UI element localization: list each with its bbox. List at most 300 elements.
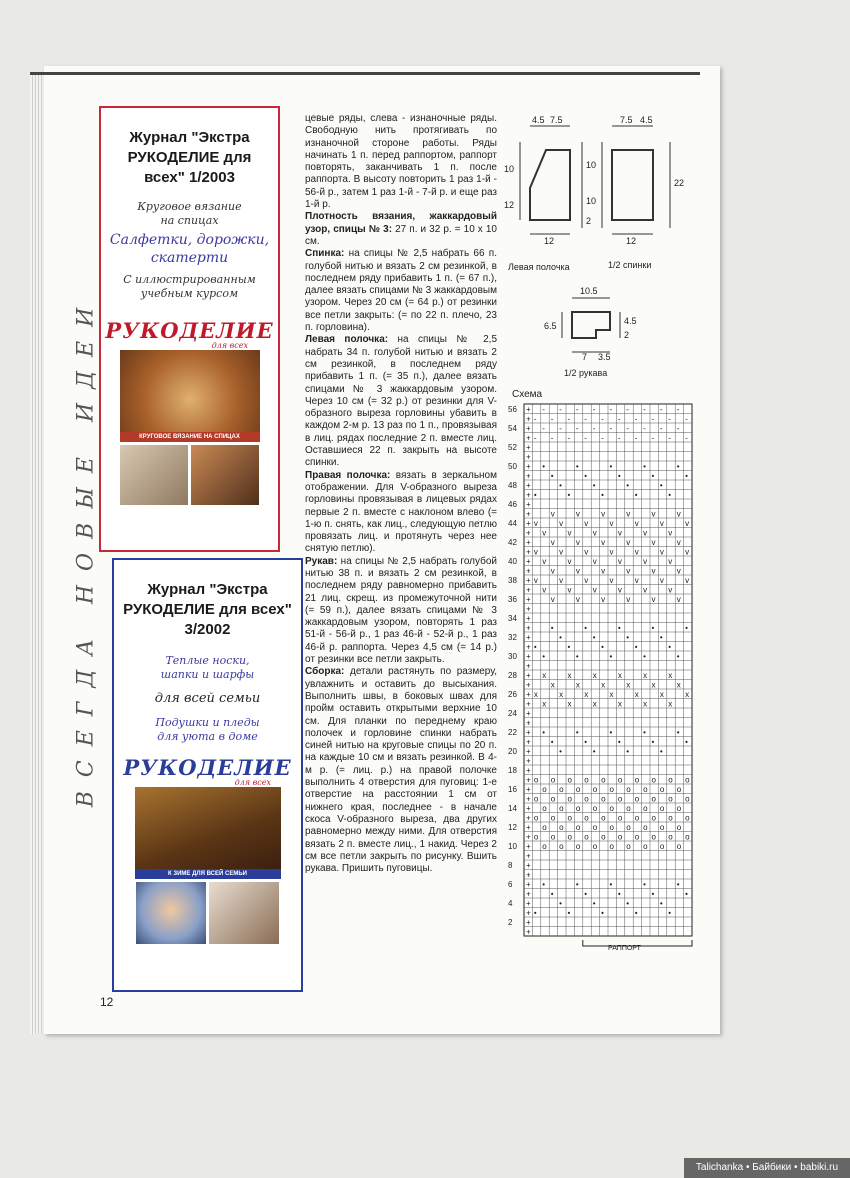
chart-symbol: + xyxy=(526,595,531,605)
front-piece-label: Левая полочка xyxy=(508,262,570,272)
chart-symbol: v xyxy=(668,556,673,566)
chart-symbol: v xyxy=(609,518,614,528)
chart-symbol: o xyxy=(643,841,648,851)
chart-symbol: o xyxy=(567,775,572,785)
chart-symbol: • xyxy=(685,889,688,899)
chart-symbol: v xyxy=(601,509,606,519)
chart-symbol: v xyxy=(559,518,564,528)
chart-symbol: o xyxy=(643,784,648,794)
row-number: 28 xyxy=(508,671,517,681)
chart-symbol: o xyxy=(685,832,690,842)
ad-2-line3: для всей семьи xyxy=(154,691,261,706)
chart-symbol: v xyxy=(542,528,547,538)
chart-symbol: - xyxy=(651,433,655,443)
chart-symbol: • xyxy=(550,471,554,481)
chart-symbol: x xyxy=(617,699,622,709)
chart-symbol: - xyxy=(601,433,604,443)
chart-symbol: v xyxy=(584,575,589,585)
chart-symbol: + xyxy=(526,414,531,424)
chart-symbol: • xyxy=(609,461,613,471)
paragraph xyxy=(305,248,497,334)
dim-label: 4.5 xyxy=(624,316,637,326)
chart-symbol: • xyxy=(575,651,579,661)
chart-symbol: x xyxy=(592,670,597,680)
row-number: 10 xyxy=(508,842,517,852)
chart-symbol: - xyxy=(542,404,545,414)
row-number: 2 xyxy=(508,918,513,928)
dim-label: 7.5 xyxy=(620,115,633,125)
chart-symbol: o xyxy=(643,803,648,813)
chart-symbol: o xyxy=(592,841,598,851)
page-top-edge xyxy=(30,72,700,75)
chart-symbol: • xyxy=(584,471,588,481)
chart-symbol: • xyxy=(567,908,571,918)
chart-symbol: v xyxy=(575,537,580,547)
chart-symbol: v xyxy=(668,528,673,538)
ad-2-logo-sub: для всех xyxy=(234,778,271,787)
chart-symbol: + xyxy=(526,747,531,757)
chart-symbol: x xyxy=(668,670,673,680)
row-number: 18 xyxy=(508,766,517,776)
row-number: 50 xyxy=(508,462,517,472)
chart-symbol: x xyxy=(601,680,606,690)
chart-symbol: v xyxy=(676,509,681,519)
row-number: 44 xyxy=(508,519,517,529)
chart-symbol: v xyxy=(617,585,622,595)
chart-symbol: o xyxy=(601,813,606,823)
instructions-text xyxy=(305,113,497,875)
chart-symbol: + xyxy=(526,709,531,719)
ad-1-line6: учебным курсом xyxy=(140,287,239,300)
chart-symbol: v xyxy=(592,556,597,566)
chart-symbol: + xyxy=(526,661,531,671)
paragraph-heading: Левая полочка: xyxy=(305,334,389,346)
chart-symbol: o xyxy=(567,794,572,804)
chart-symbol: o xyxy=(651,813,656,823)
chart-symbol: - xyxy=(659,404,663,414)
chart-symbol: x xyxy=(533,689,538,699)
chart-symbol: • xyxy=(609,879,613,889)
chart-symbol: v xyxy=(559,547,564,557)
row-number: 22 xyxy=(508,728,517,738)
chart-symbol: + xyxy=(526,500,531,510)
chart-symbol: • xyxy=(643,651,646,661)
chart-symbol: + xyxy=(526,851,531,861)
chart-symbol: + xyxy=(526,927,531,937)
chart-symbol: o xyxy=(634,832,640,842)
chart-symbol: v xyxy=(668,585,673,595)
ad-1-line4: скатерти xyxy=(150,250,229,266)
chart-symbol: - xyxy=(676,423,680,433)
ad-1-cover xyxy=(120,350,260,505)
chart-symbol: o xyxy=(651,794,656,804)
chart-symbol: • xyxy=(584,737,588,747)
chart-symbol: • xyxy=(533,908,537,918)
chart-symbol: - xyxy=(685,433,688,443)
chart-symbol: - xyxy=(592,404,596,414)
chart-symbol: v xyxy=(651,537,656,547)
chart-symbol: o xyxy=(584,794,589,804)
chart-symbol: + xyxy=(526,490,531,500)
chart-symbol: - xyxy=(659,423,663,433)
chart-symbol: o xyxy=(676,803,682,813)
chart-symbol: • xyxy=(643,879,646,889)
chart-symbol: v xyxy=(584,518,589,528)
ad-2-line4: Подушки и пледы xyxy=(155,716,260,729)
chart-symbol: v xyxy=(542,556,547,566)
chart-symbol: v xyxy=(651,566,656,576)
chart-symbol: v xyxy=(651,509,656,519)
row-number: 14 xyxy=(508,804,517,814)
chart-symbol: • xyxy=(575,879,579,889)
chart-symbol: + xyxy=(526,832,531,842)
chart-symbol: o xyxy=(676,784,682,794)
chart-symbol: o xyxy=(659,841,665,851)
chart-symbol: + xyxy=(526,519,531,529)
chart-symbol: + xyxy=(526,680,531,690)
side-title-text: ВСЕГДА НОВЫЕ ИДЕИ xyxy=(73,293,99,807)
chart-symbol: + xyxy=(526,481,531,491)
chart-symbol: x xyxy=(643,670,648,680)
chart-symbol: o xyxy=(592,803,598,813)
chart-symbol: v xyxy=(685,518,690,528)
chart-symbol: o xyxy=(651,832,656,842)
chart-symbol: v xyxy=(626,509,631,519)
dim-label: 7.5 xyxy=(550,115,563,125)
paragraph-body: детали растянуть по размеру, увлажнить и оставить до высыхания. Выполнить швы, в боковых швах для пройм оставить открытыми верхние 10 см. Для планки по переднему краю полочек и горловине спинки набрать синей нитью на круговые спицы по 20 п. на каждые 10 см и вязать резинкой. В 4-м р. (= лиц. р.) на правой полочке выполнить 4 отверстия для пуговиц: 1-е отверстие на расстоянии 1 см от нижнего края, последнее - в начале скоса V-образного выреза, два других равномерно между ними. Для отверстия вязать 2 п. вместе лиц., 1 накид. Через 2 см все петли закрыть по рисунку. Вшить рукава. Пришить пуговицы. xyxy=(305,666,497,875)
chart-symbol: + xyxy=(526,576,531,586)
chart-symbol: - xyxy=(609,404,613,414)
chart-symbol: + xyxy=(526,718,531,728)
ad-2-line5: для уюта в доме xyxy=(157,730,258,743)
chart-symbol: • xyxy=(617,471,621,481)
back-piece-label: 1/2 спинки xyxy=(608,260,652,270)
chart-symbol: x xyxy=(592,699,597,709)
chart-symbol: - xyxy=(533,414,537,424)
chart-symbol: o xyxy=(634,794,640,804)
chart-symbol: • xyxy=(659,746,663,756)
cover-photo xyxy=(135,787,281,869)
chart-symbol: + xyxy=(526,424,531,434)
paragraph-body: на спицы № 2,5 набрать 66 п. голубой нитью и вязать 2 см резинкой, в последнем ряду прибавить 1 п. (= 67 п.), далее вязать спицами № 3 жаккардовым узором. Через 20 см (= 64 р.) от резинки все петли закрыть: (= по 22 п. плечо, 23 п. горловина). xyxy=(305,248,497,334)
chart-symbol: o xyxy=(659,803,665,813)
dim-label: 4.5 xyxy=(532,115,545,125)
cover-thumb xyxy=(209,882,279,944)
chart-symbol: + xyxy=(526,405,531,415)
chart-symbol: + xyxy=(526,642,531,652)
paragraph-body: на спицы № 2,5 набрать голубой нитью 38 п. и вязать 2 см резинкой, в последнем ряду равномерно прибавить 21 лиц. скрещ. из промежуточной нити (= 59 п.), далее вязать спицами № 3 жаккардовым узором, повторять 1 раз 51-й - 56-й р., 1 раз 46-й - 52-й р., 1 раз 46-й р. раппорта. Через 4,5 см (= 14 р.) от резинки все петли закрыть. xyxy=(305,555,497,666)
chart-symbol: v xyxy=(592,585,597,595)
chart-symbol: v xyxy=(676,537,681,547)
row-number: 40 xyxy=(508,557,517,567)
row-number: 52 xyxy=(508,443,517,453)
chart-symbol: - xyxy=(634,433,638,443)
ad-1-title: Журнал "Экстра РУКОДЕЛИЕ для всех" 1/2003 xyxy=(127,129,252,186)
chart-symbol: • xyxy=(559,746,562,756)
chart-symbol: + xyxy=(526,433,531,443)
chart-symbol: - xyxy=(584,433,587,443)
chart-symbol: v xyxy=(533,575,538,585)
chart-symbol: • xyxy=(643,461,646,471)
chart-symbol: x xyxy=(634,689,639,699)
chart-symbol: o xyxy=(617,832,623,842)
chart-symbol: o xyxy=(668,794,673,804)
chart-symbol: o xyxy=(533,775,539,785)
row-number: 6 xyxy=(508,880,513,890)
chart-symbol: + xyxy=(526,861,531,871)
row-number: 30 xyxy=(508,652,517,662)
magazine-ad-2 xyxy=(112,558,303,992)
dim-label: 12 xyxy=(504,200,515,210)
chart-symbol: v xyxy=(643,585,648,595)
dim-label: 2 xyxy=(624,330,630,340)
chart-symbol: • xyxy=(617,889,621,899)
repeat-label: РАППОРТ xyxy=(608,945,641,952)
chart-symbol: + xyxy=(526,699,531,709)
chart-symbol: o xyxy=(668,832,673,842)
chart-symbol: + xyxy=(526,566,531,576)
chart-symbol: • xyxy=(584,623,588,633)
chart-symbol: + xyxy=(526,652,531,662)
chart-symbol: o xyxy=(609,841,614,851)
chart-symbol: o xyxy=(617,794,623,804)
chart-symbol: • xyxy=(634,642,638,652)
chart-symbol: o xyxy=(685,813,690,823)
chart-symbol: + xyxy=(526,623,531,633)
chart-symbol: • xyxy=(550,889,554,899)
chart-symbol: x xyxy=(617,670,622,680)
chart-symbol: • xyxy=(659,898,663,908)
chart-symbol: - xyxy=(567,433,571,443)
paragraph-heading: Рукав: xyxy=(305,555,338,567)
chart-symbol: v xyxy=(567,556,572,566)
chart-symbol: - xyxy=(550,433,554,443)
chart-symbol: v xyxy=(609,547,614,557)
chart-symbol: - xyxy=(634,414,638,424)
chart-symbol: o xyxy=(567,813,572,823)
chart-symbol: • xyxy=(634,908,638,918)
chart-symbol: v xyxy=(559,575,564,585)
chart-symbol: v xyxy=(550,509,555,519)
chart-symbol: v xyxy=(651,594,656,604)
dim-label: 10 xyxy=(586,160,597,170)
chart-symbol: - xyxy=(676,404,680,414)
dim-label: 22 xyxy=(674,178,685,188)
chart-symbol: - xyxy=(609,423,613,433)
chart-symbol: + xyxy=(526,785,531,795)
chart-symbol: o xyxy=(533,813,539,823)
row-number: 48 xyxy=(508,481,517,491)
chart-symbol: + xyxy=(526,918,531,928)
chart-symbol: o xyxy=(550,794,556,804)
ad-2-line1: Теплые носки, xyxy=(165,654,250,667)
chart-symbol: v xyxy=(601,537,606,547)
row-number: 54 xyxy=(508,424,517,434)
chart-symbol: o xyxy=(592,822,598,832)
paragraph xyxy=(305,470,497,556)
chart-symbol: • xyxy=(533,642,537,652)
chart-symbol: v xyxy=(550,594,555,604)
chart-symbol: • xyxy=(542,651,546,661)
chart-symbol: v xyxy=(533,518,538,528)
cover-band: К ЗИМЕ ДЛЯ ВСЕЙ СЕМЬИ xyxy=(135,869,281,879)
chart-symbol: o xyxy=(559,841,564,851)
chart-symbol: • xyxy=(601,642,604,652)
chart-symbol: o xyxy=(601,794,606,804)
chart-symbol: o xyxy=(550,813,556,823)
chart-symbol: o xyxy=(609,803,614,813)
chart-symbol: + xyxy=(526,462,531,472)
paragraph-body: 27 п. и 32 р. = 10 х 10 см. xyxy=(305,223,497,247)
chart-symbol: • xyxy=(559,632,562,642)
chart-symbol: - xyxy=(626,404,629,414)
chart-symbol: + xyxy=(526,766,531,776)
chart-symbol: v xyxy=(575,566,580,576)
chart-symbol: + xyxy=(526,813,531,823)
chart-symbol: + xyxy=(526,614,531,624)
chart-symbol: o xyxy=(676,822,682,832)
row-number: 34 xyxy=(508,614,517,624)
dim-label: 2 xyxy=(586,216,592,226)
row-number: 26 xyxy=(508,690,517,700)
chart-title: Схема xyxy=(512,389,543,400)
chart-symbol: o xyxy=(609,822,614,832)
sleeve-piece-label: 1/2 рукава xyxy=(564,368,608,378)
row-number: 38 xyxy=(508,576,517,586)
chart-symbol: o xyxy=(533,832,539,842)
chart-symbol: • xyxy=(659,480,663,490)
chart-symbol: • xyxy=(609,727,613,737)
chart-symbol: x xyxy=(643,699,648,709)
chart-symbol: o xyxy=(550,832,556,842)
chart-symbol: o xyxy=(601,775,606,785)
paragraph xyxy=(305,334,497,469)
chart-symbol: v xyxy=(542,585,547,595)
front-piece-outline xyxy=(530,150,570,220)
ad-1-line3: Салфетки, дорожки, xyxy=(109,232,270,248)
dim-label: 12 xyxy=(544,236,555,246)
row-number: 36 xyxy=(508,595,517,605)
chart-symbol: x xyxy=(542,699,547,709)
chart-symbol: o xyxy=(559,784,564,794)
pattern-pieces xyxy=(498,112,713,387)
chart-symbol: v xyxy=(676,566,681,576)
chart-symbol: o xyxy=(567,832,572,842)
row-number: 8 xyxy=(508,861,513,871)
chart-symbol: - xyxy=(567,414,571,424)
chart-symbol: + xyxy=(526,880,531,890)
chart-symbol: • xyxy=(592,898,596,908)
chart-symbol: v xyxy=(550,537,555,547)
chart-symbol: v xyxy=(533,547,538,557)
chart-symbol: - xyxy=(617,433,621,443)
chart-symbol: o xyxy=(626,784,631,794)
row-number: 32 xyxy=(508,633,517,643)
chart-symbol: + xyxy=(526,756,531,766)
chart-symbol: x xyxy=(575,680,580,690)
chart-symbol: v xyxy=(676,594,681,604)
ad-1-logo-sub: для всех xyxy=(211,341,248,350)
chart-symbol: v xyxy=(601,594,606,604)
chart-symbol: o xyxy=(575,841,581,851)
chart-symbol: - xyxy=(668,433,671,443)
dim-label: 3.5 xyxy=(598,352,611,362)
chart-symbol: + xyxy=(526,547,531,557)
chart-symbol: • xyxy=(685,623,688,633)
chart-symbol: + xyxy=(526,889,531,899)
chart-symbol: o xyxy=(575,784,581,794)
chart-symbol: v xyxy=(626,566,631,576)
chart-symbol: • xyxy=(651,471,655,481)
chart-symbol: o xyxy=(685,794,690,804)
ad-1-line1: Круговое вязание xyxy=(137,200,242,213)
chart-symbol: + xyxy=(526,471,531,481)
chart-symbol: v xyxy=(617,556,622,566)
chart-symbol: o xyxy=(542,784,547,794)
chart-symbol: v xyxy=(626,594,631,604)
paragraph-heading: Спинка: xyxy=(305,248,345,260)
chart-symbol: o xyxy=(550,775,556,785)
chart-symbol: o xyxy=(542,822,547,832)
chart-symbol: • xyxy=(592,480,596,490)
row-number: 42 xyxy=(508,538,517,548)
chart-symbol: • xyxy=(567,490,571,500)
chart-symbol: • xyxy=(659,632,663,642)
chart-symbol: v xyxy=(550,566,555,576)
ad-1-line5: С иллюстрированным xyxy=(123,273,256,286)
back-piece-outline xyxy=(612,150,653,220)
chart-symbol: v xyxy=(685,575,690,585)
chart-symbol: v xyxy=(626,537,631,547)
row-number: 12 xyxy=(508,823,517,833)
chart-symbol: o xyxy=(651,775,656,785)
chart-symbol: • xyxy=(626,746,630,756)
chart-symbol: • xyxy=(601,490,604,500)
chart-symbol: - xyxy=(575,404,579,414)
chart-symbol: o xyxy=(533,794,539,804)
paragraph-body: на спицы № 2,5 набрать 34 п. голубой нитью и вязать 2 см резинкой, в последнем ряду прибавить 1 п. (= 35 п.), далее вязать спицами № 3 жаккардовым узором. Через 10 см (= 32 р.) от резинки для V-образного выреза горловины убавить в каждом 2-м р. 13 раз по 1 п., провязывая в лиц. рядах последние 2 п. вместе лиц. Оставшиеся 22 п. закрыть на высоте спинки. xyxy=(305,334,497,469)
chart-symbol: - xyxy=(550,414,554,424)
chart-symbol: v xyxy=(659,547,664,557)
chart-symbol: o xyxy=(685,775,690,785)
dim-label: 4.5 xyxy=(640,115,653,125)
chart-symbol: + xyxy=(526,842,531,852)
chart-symbol: x xyxy=(567,670,572,680)
chart-symbol: v xyxy=(685,547,690,557)
chart-symbol: • xyxy=(542,727,546,737)
chart-symbol: v xyxy=(634,575,639,585)
chart-symbol: + xyxy=(526,690,531,700)
chart-symbol: • xyxy=(567,642,571,652)
paragraph: цевые ряды, слева - изнаночные ряды. Свободную нить протягивать по изнаночной стороне работы. Ряды начинать 1 п. перед раппортом, раппорт повторять, заканчивать 1 п. после раппорта. В высоту повторить 1 раз 1-й - 56-й р., затем 1 раз 1-й - 7-й р. и еще раз 1-й р. xyxy=(305,113,497,211)
chart-symbol: v xyxy=(643,556,648,566)
cover-thumb xyxy=(136,882,206,944)
chart-symbol: x xyxy=(626,680,631,690)
ad-2-title: Журнал "Экстра РУКОДЕЛИЕ для всех" 3/2002 xyxy=(123,581,292,638)
chart-symbol: • xyxy=(643,727,646,737)
chart-symbol: • xyxy=(676,879,680,889)
chart-symbol: - xyxy=(685,414,688,424)
dim-label: 10 xyxy=(504,164,515,174)
chart-symbol: v xyxy=(643,528,648,538)
dim-label: 6.5 xyxy=(544,321,557,331)
chart-symbol: • xyxy=(584,889,588,899)
chart-symbol: o xyxy=(668,813,673,823)
chart-symbol: x xyxy=(609,689,614,699)
ad-2-cover xyxy=(135,787,281,944)
chart-symbol: o xyxy=(575,803,581,813)
chart-symbol: o xyxy=(542,841,547,851)
